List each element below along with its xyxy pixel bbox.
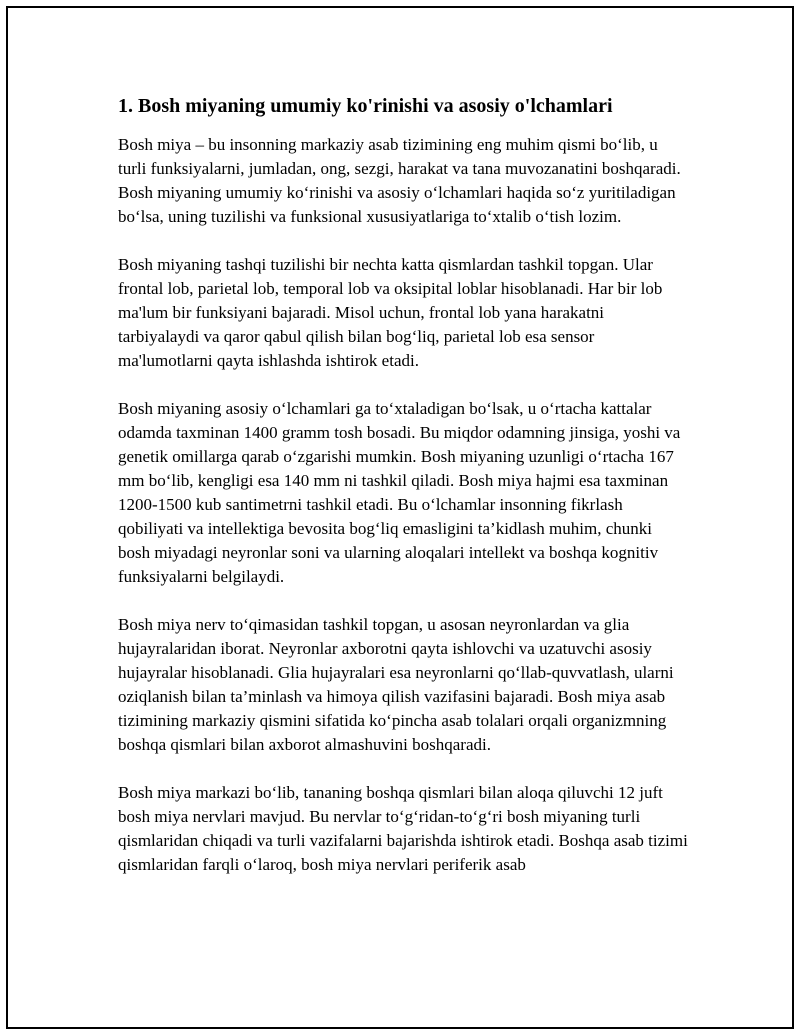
- paragraph-cranial-nerves: Bosh miya markazi bo‘lib, tananing boshqa qismlari bilan aloqa qiluvchi 12 juft bosh miya nervlari mavjud. Bu nervlar to‘g‘ridan-to‘g‘ri bosh miyaning turli qismlaridan chiqadi va turli vazifalarni bajarishda ishtirok etadi. Boshqa asab tizimi qismlaridan farqli o‘laroq, bosh miya nervlari periferik asab: [118, 783, 688, 874]
- paragraph-external-structure: Bosh miyaning tashqi tuzilishi bir nechta katta qismlardan tashkil topgan. Ular frontal lob, parietal lob, temporal lob va oksipital loblar hisoblanadi. Har bir lob ma'lum bir funksiyani bajaradi. Misol uchun, frontal lob yana harakatni tarbiyalaydi va qaror qabul qilish bilan bog‘liq, parietal lob esa sensor ma'lumotlarni qayta ishlashda ishtirok etadi.: [118, 255, 663, 370]
- paragraph-intro: Bosh miya – bu insonning markaziy asab tizimining eng muhim qismi bo‘lib, u turli funksiyalarni, jumladan, ong, sezgi, harakat va tana muvozanatini boshqaradi. Bosh miyaning umumiy ko‘rinishi va asosiy o‘lchamlari haqida so‘z yuritiladigan bo‘lsa, uning tuzilishi va funksional xususiyatlariga to‘xtalib o‘tish lozim.: [118, 135, 681, 226]
- section-heading: 1. Bosh miyaning umumiy ko'rinishi va asosiy o'lchamlari: [118, 95, 613, 117]
- paragraph-dimensions: Bosh miyaning asosiy o‘lchamlari ga to‘xtaladigan bo‘lsak, u o‘rtacha kattalar odamda taxminan 1400 gramm tosh bosadi. Bu miqdor odamning jinsiga, yoshi va genetik omillarga qarab o‘zgarishi mumkin. Bosh miyaning uzunligi o‘rtacha 167 mm bo‘lib, kengligi esa 140 mm ni tashkil qiladi. Bosh miya hajmi esa taxminan 1200-1500 kub santimetrni tashkil etadi. Bu o‘lchamlar insonning fikrlash qobiliyati va intellektiga bevosita bog‘liq emasligini ta’kidlash muhim, chunki bosh miyadagi neyronlar soni va ularning aloqalari intellekt va boshqa kognitiv funksiyalarni belgilaydi.: [118, 399, 681, 586]
- document-body: [118, 93, 688, 901]
- paragraph-nerve-tissue: Bosh miya nerv to‘qimasidan tashkil topgan, u asosan neyronlardan va glia hujayralaridan iborat. Neyronlar axborotni qayta ishlovchi va uzatuvchi asosiy hujayralar hisoblanadi. Glia hujayralari esa neyronlarni qo‘llab-quvvatlash, ularni oziqlanish bilan ta’minlash va himoya qilish vazifasini bajaradi. Bosh miya asab tizimining markaziy qismini sifatida ko‘pincha asab tolalari orqali organizmning boshqa qismlari bilan axborot almashuvini boshqaradi.: [118, 615, 674, 754]
